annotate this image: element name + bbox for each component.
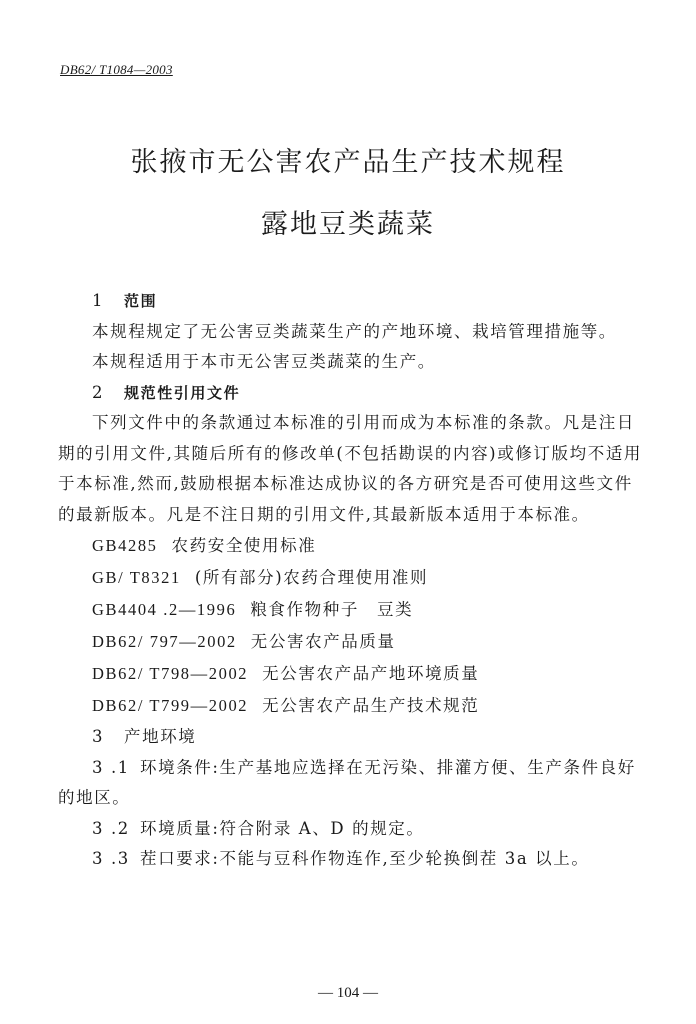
- clause-number: 3 .2: [92, 818, 130, 838]
- clause-number: 3 .3: [92, 849, 130, 868]
- page-number: — 104 —: [318, 985, 378, 1001]
- paragraph: 下列文件中的条款通过本标准的引用而成为本标准的条款。凡是注日期的引用文件,其随后所有的修改单(不包括勘误的内容)或修订版均不适用于本标准,然而,鼓励根据本标准达成协议的各方研究是否可使用这些文件的最新版本。凡是不注日期的引用文件,其最新版本适用于本标准。: [58, 413, 643, 524]
- section-heading-environment: [58, 722, 648, 753]
- reference-code: GB/ T8321: [92, 568, 181, 587]
- reference-item: [58, 530, 648, 562]
- section-title: 规范性引用文件: [124, 383, 241, 402]
- clause-item: [58, 753, 648, 814]
- document-subtitle: 露地豆类蔬菜: [261, 209, 435, 240]
- reference-title: 无公害农产品生产技术规范: [262, 696, 480, 715]
- clause-item: [58, 814, 648, 845]
- document-title: 张掖市无公害农产品生产技术规程: [130, 147, 566, 178]
- section-heading-scope: [58, 286, 648, 317]
- document-body: [58, 286, 648, 875]
- clause-number: 3 .1: [92, 757, 130, 777]
- reference-title: (所有部分)农药合理使用准则: [194, 568, 429, 587]
- reference-title: 无公害农产品质量: [250, 632, 396, 651]
- reference-code: DB62/ T799—2002: [92, 696, 249, 715]
- reference-item: [58, 626, 648, 658]
- reference-item: [58, 658, 648, 690]
- section-number: 2: [92, 382, 105, 402]
- clause-text: 环境质量:符合附录 A、D 的规定。: [140, 818, 425, 838]
- reference-code: GB4285: [92, 536, 158, 555]
- reference-item: [58, 562, 648, 594]
- reference-code: DB62/ T798—2002: [92, 664, 249, 683]
- section-title: 产地环境: [124, 727, 197, 746]
- clause-text: 茬口要求:不能与豆科作物连作,至少轮换倒茬 3a 以上。: [140, 849, 590, 868]
- reference-code: DB62/ 797—2002: [92, 632, 237, 651]
- reference-title: 无公害农产品产地环境质量: [262, 664, 480, 683]
- section-number: 3: [92, 727, 105, 746]
- reference-code: GB4404 .2—1996: [92, 600, 237, 619]
- reference-item: [58, 690, 648, 722]
- section-heading-references: [58, 378, 648, 409]
- section-number: 1: [92, 291, 105, 310]
- reference-item: [58, 594, 648, 626]
- standard-code: DB62/ T1084—2003: [60, 62, 173, 77]
- paragraph: 本规程规定了无公害豆类蔬菜生产的产地环境、栽培管理措施等。: [92, 321, 617, 341]
- clause-item: [58, 844, 648, 875]
- reference-title: 粮食作物种子 豆类: [250, 600, 414, 619]
- clause-text: 环境条件:生产基地应选择在无污染、排灌方便、生产条件良好的地区。: [58, 757, 636, 807]
- reference-title: 农药安全使用标准: [171, 536, 317, 555]
- section-title: 范围: [124, 292, 158, 310]
- paragraph: 本规程适用于本市无公害豆类蔬菜的生产。: [92, 352, 436, 371]
